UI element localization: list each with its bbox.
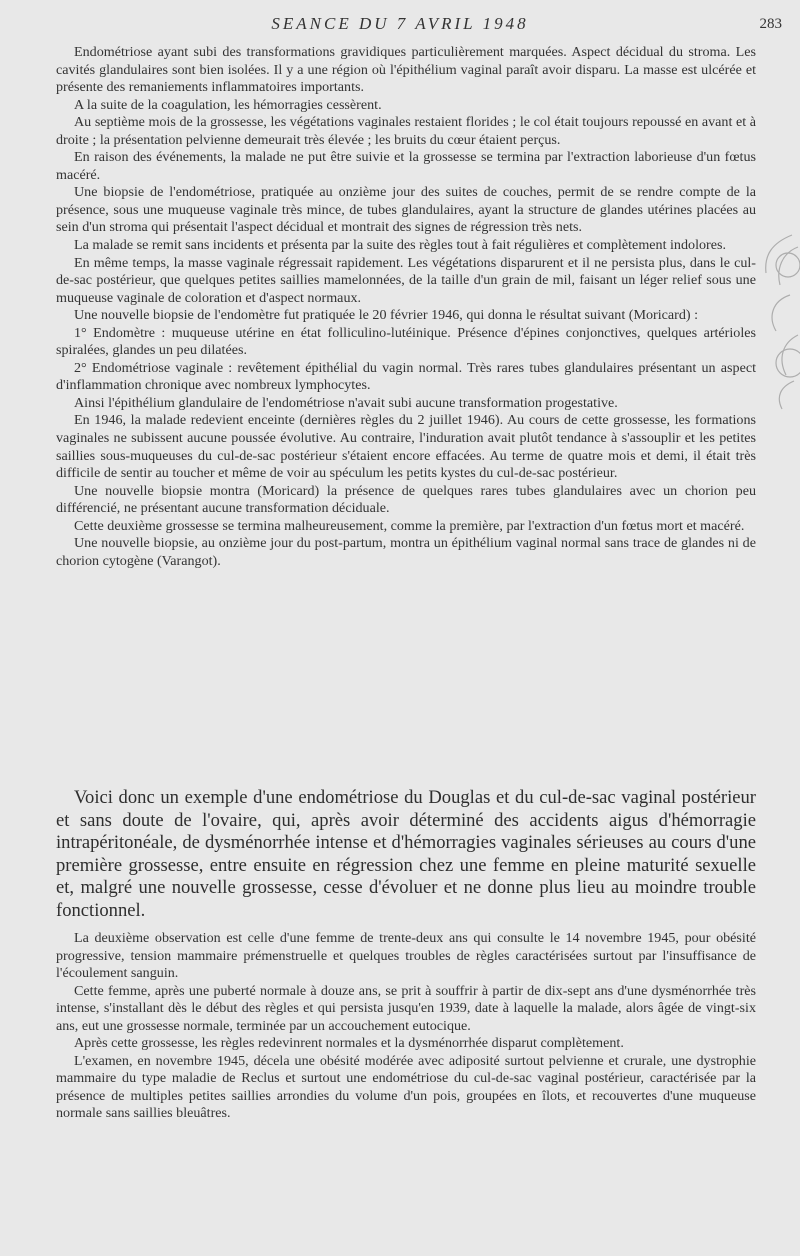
library-stamp-icon	[742, 225, 800, 415]
paragraph: En même temps, la masse vaginale régressait rapidement. Les végétations disparurent et il ne persista plus, dans le cul-de-sac postérieur, que quelques petites saillies mamelonnées, de la taille d'un grain de mil, faisant un léger relief sous une muqueuse vaginale de coloration et d'aspect normaux.	[56, 254, 756, 306]
running-head	[0, 14, 800, 36]
paragraph: En raison des événements, la malade ne put être suivie et la grossesse se termina par l'extraction laborieuse d'un fœtus macéré.	[56, 149, 756, 183]
paragraph: La malade se remit sans incidents et présenta par la suite des règles tout à fait régulières et complètement indolores.	[74, 237, 726, 254]
page-number: 283	[759, 16, 782, 32]
paragraph: En 1946, la malade redevient enceinte (dernières règles du 2 juillet 1946). Au cours de cette grossesse, les formations vaginales ne subissent aucune poussée évolutive. Au contraire, l'induration avait plutôt tendance à s'assouplir et les petites saillies sous-muqueuses du cul-de-sac postérieur s'étaient encore effacées. Au terme de quatre mois et demi, il était très difficile de sentir au toucher et même de voir au spéculum les petits kystes du cul-de-sac postérieur.	[56, 412, 756, 482]
paragraph: A la suite de la coagulation, les hémorragies cessèrent.	[74, 96, 382, 113]
paragraph: Endométriose ayant subi des transformations gravidiques particulièrement marquées. Aspect décidual du stroma. Les cavités glandulaires sont bien isolées. Il y a une région où l'épithélium vaginal paraît avoir disparu. La masse est ulcérée et présente des remaniements inflammatoires importants.	[56, 44, 756, 96]
paragraph: Cette femme, après une puberté normale à douze ans, se prit à souffrir à partir de dix-sept ans d'une dysménorrhée très intense, s'installant dès le début des règles et qui persista jusqu'en 1939, date à laquelle la malade, alors âgée de vingt-six ans, eut une grossesse normale, terminée par un accouchement eutocique.	[56, 982, 756, 1034]
paragraph: Au septième mois de la grossesse, les végétations vaginales restaient florides ; le col était toujours repoussé en avant et à droite ; la présentation pelvienne demeurait très élevée ; les bruits du cœur étaient perçus.	[56, 114, 756, 148]
paragraph: Une nouvelle biopsie montra (Moricard) la présence de quelques rares tubes glandulaires avec un chorion peu différencié, ne présentant aucune transformation déciduale.	[56, 482, 756, 517]
paragraph: L'examen, en novembre 1945, décela une obésité modérée avec adiposité surtout pelvienne et crurale, une dystrophie mammaire du type maladie de Reclus et surtout une endométriose du cul-de-sac vaginal postérieur, caractérisée par la présence de multiples petites saillies arrondies du volume d'un pois, groupées en îlots, et recouvertes d'une muqueuse normale sans saillies bleuâtres.	[56, 1052, 756, 1122]
conclusion-paragraph: Voici donc un exemple d'une endométriose du Douglas et du cul-de-sac vaginal postérieur et sans doute de l'ovaire, qui, après avoir déterminé des accidents aigus d'hémorragie intrapéritonéale, de dysménorrhée intense et d'hémorragies vaginales sérieuses au cours d'une première grossesse, entre ensuite en régression chez une femme en pleine maturité sexuelle et, malgré une nouvelle grossesse, cesse d'évoluer et ne donne plus lieu au moindre trouble fonctionnel.	[56, 787, 756, 921]
second-observation-text	[56, 930, 756, 1123]
list-item-endometriose: 2° Endométriose vaginale : revêtement épithélial du vagin normal. Très rares tubes glandulaires présentant un aspect d'inflammation chronique avec nombreux lymphocytes.	[56, 359, 756, 394]
paragraph: La deuxième observation est celle d'une femme de trente-deux ans qui consulte le 14 novembre 1945, pour obésité progressive, tension mammaire prémenstruelle et quelques troubles de règles caractérisées surtout par l'insuffisance de l'écoulement sanguin.	[56, 930, 756, 982]
paragraph: Après cette grossesse, les règles redevinrent normales et la dysménorrhée disparut complètement.	[74, 1035, 624, 1052]
conclusion-block	[56, 787, 756, 922]
list-item-endometre: 1° Endomètre : muqueuse utérine en état folliculino-lutéinique. Présence d'épines conjonctives, quelques artérioles spiralées, glandes un peu dilatées.	[56, 324, 756, 359]
case-report-text	[56, 44, 756, 570]
paragraph: Une biopsie de l'endométriose, pratiquée au onzième jour des suites de couches, permit de se rendre compte de la présence, sous une muqueuse vaginale très mince, de tubes glandulaires, ayant la structure de glandes utérines placées au sein d'un stroma qui présentait l'aspect décidual et montrait des signes de régression très nets.	[56, 184, 756, 236]
paragraph: Cette deuxième grossesse se termina malheureusement, comme la première, par l'extraction d'un fœtus mort et macéré.	[74, 517, 745, 534]
paragraph: Ainsi l'épithélium glandulaire de l'endométriose n'avait subi aucune transformation progestative.	[74, 394, 618, 411]
paragraph: Une nouvelle biopsie de l'endomètre fut pratiquée le 20 février 1946, qui donna le résultat suivant (Moricard) :	[74, 307, 699, 324]
running-title: SEANCE DU 7 AVRIL 1948	[271, 14, 529, 33]
paragraph: Une nouvelle biopsie, au onzième jour du post-partum, montra un épithélium vaginal normal sans trace de glandes ni de chorion cytogène (Varangot).	[56, 535, 756, 569]
